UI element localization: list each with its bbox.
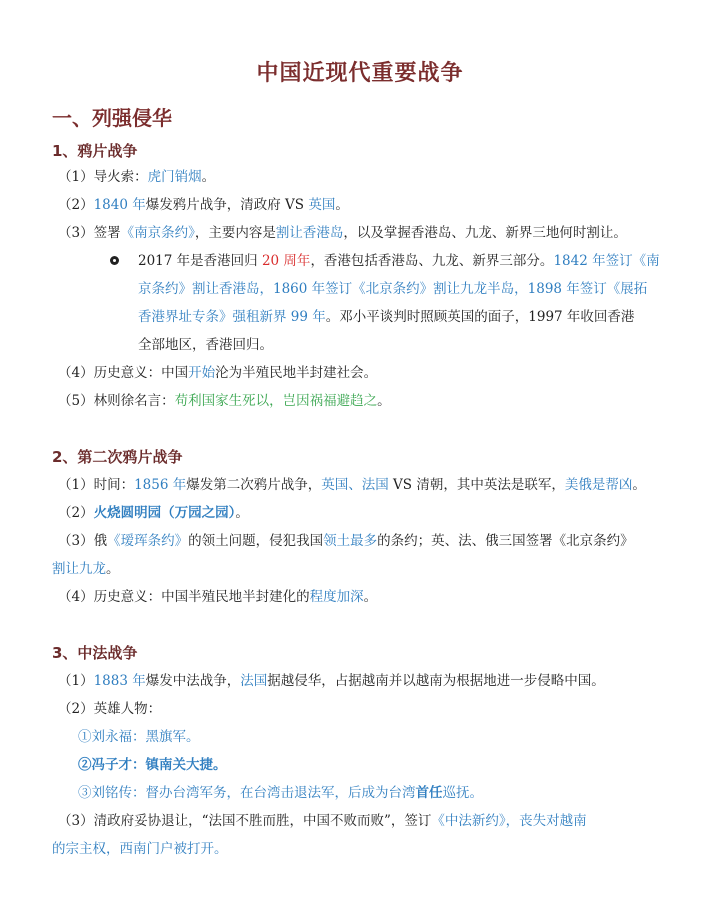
s3-hero-3: ③刘铭传：督办台湾军务，在台湾击退法军，后成为台湾首任巡抚。 <box>78 785 483 801</box>
s1-line-2: （2）1840 年爆发鸦片战争，清政府 VS 英国。 <box>58 197 349 213</box>
page-title: 中国近现代重要战争 <box>256 61 464 86</box>
bullet-dot-icon <box>110 256 119 265</box>
s3-line-1: （1）1883 年爆发中法战争，法国据越侵华，占据越南并以越南为根据地进一步侵略中国。 <box>58 673 605 689</box>
s3-line-3-cont: 的宗主权，西南门户被打开。 <box>52 841 228 857</box>
s1-note-line-4: 全部地区，香港回归。 <box>138 337 273 353</box>
s2-line-3: （3）俄《瑷珲条约》的领土问题，侵犯我国领土最多的条约；英、法、俄三国签署《北京条约》 <box>58 533 634 549</box>
part-heading: 一、列强侵华 <box>52 106 172 130</box>
s1-line-4: （4）历史意义：中国开始沦为半殖民地半封建社会。 <box>58 365 378 381</box>
s2-line-3-cont: 割让九龙。 <box>52 561 120 577</box>
s3-line-3: （3）清政府妥协退让，“法国不胜而胜，中国不败而败”，签订《中法新约》，丧失对越南 <box>58 813 587 829</box>
s3-hero-1: ①刘永福：黑旗军。 <box>78 729 200 745</box>
s2-line-4: （4）历史意义：中国半殖民地半封建化的程度加深。 <box>58 589 378 605</box>
s2-line-1: （1）时间：1856 年爆发第二次鸦片战争，英国、法国 VS 清朝，其中英法是联军，美俄是帮凶。 <box>58 477 646 493</box>
section-heading-second-opium-war: 2、第二次鸦片战争 <box>52 448 183 466</box>
section-heading-sino-french-war: 3、中法战争 <box>52 644 138 662</box>
s3-hero-2: ②冯子才：镇南关大捷。 <box>78 757 227 773</box>
s2-line-2: （2）火烧圆明园（万园之园）。 <box>58 505 249 521</box>
s1-line-1: （1）导火索：虎门销烟。 <box>58 169 216 185</box>
s3-line-2: （2）英雄人物： <box>58 701 162 717</box>
s1-line-3: （3）签署《南京条约》，主要内容是割让香港岛，以及掌握香港岛、九龙、新界三地何时割让。 <box>58 225 627 241</box>
s1-line-5: （5）林则徐名言：苟利国家生死以，岂因祸福避趋之。 <box>58 393 391 409</box>
s1-note-line-1: 2017 年是香港回归 20 周年，香港包括香港岛、九龙、新界三部分。1842 年签订《南 <box>138 253 660 269</box>
s1-note-line-3: 香港界址专条》强租新界 99 年。邓小平谈判时照顾英国的面子，1997 年收回香港 <box>138 309 635 325</box>
section-heading-opium-war: 1、鸦片战争 <box>52 142 138 160</box>
s1-note-line-2: 京条约》割让香港岛，1860 年签订《北京条约》割让九龙半岛，1898 年签订《展拓 <box>138 281 648 297</box>
